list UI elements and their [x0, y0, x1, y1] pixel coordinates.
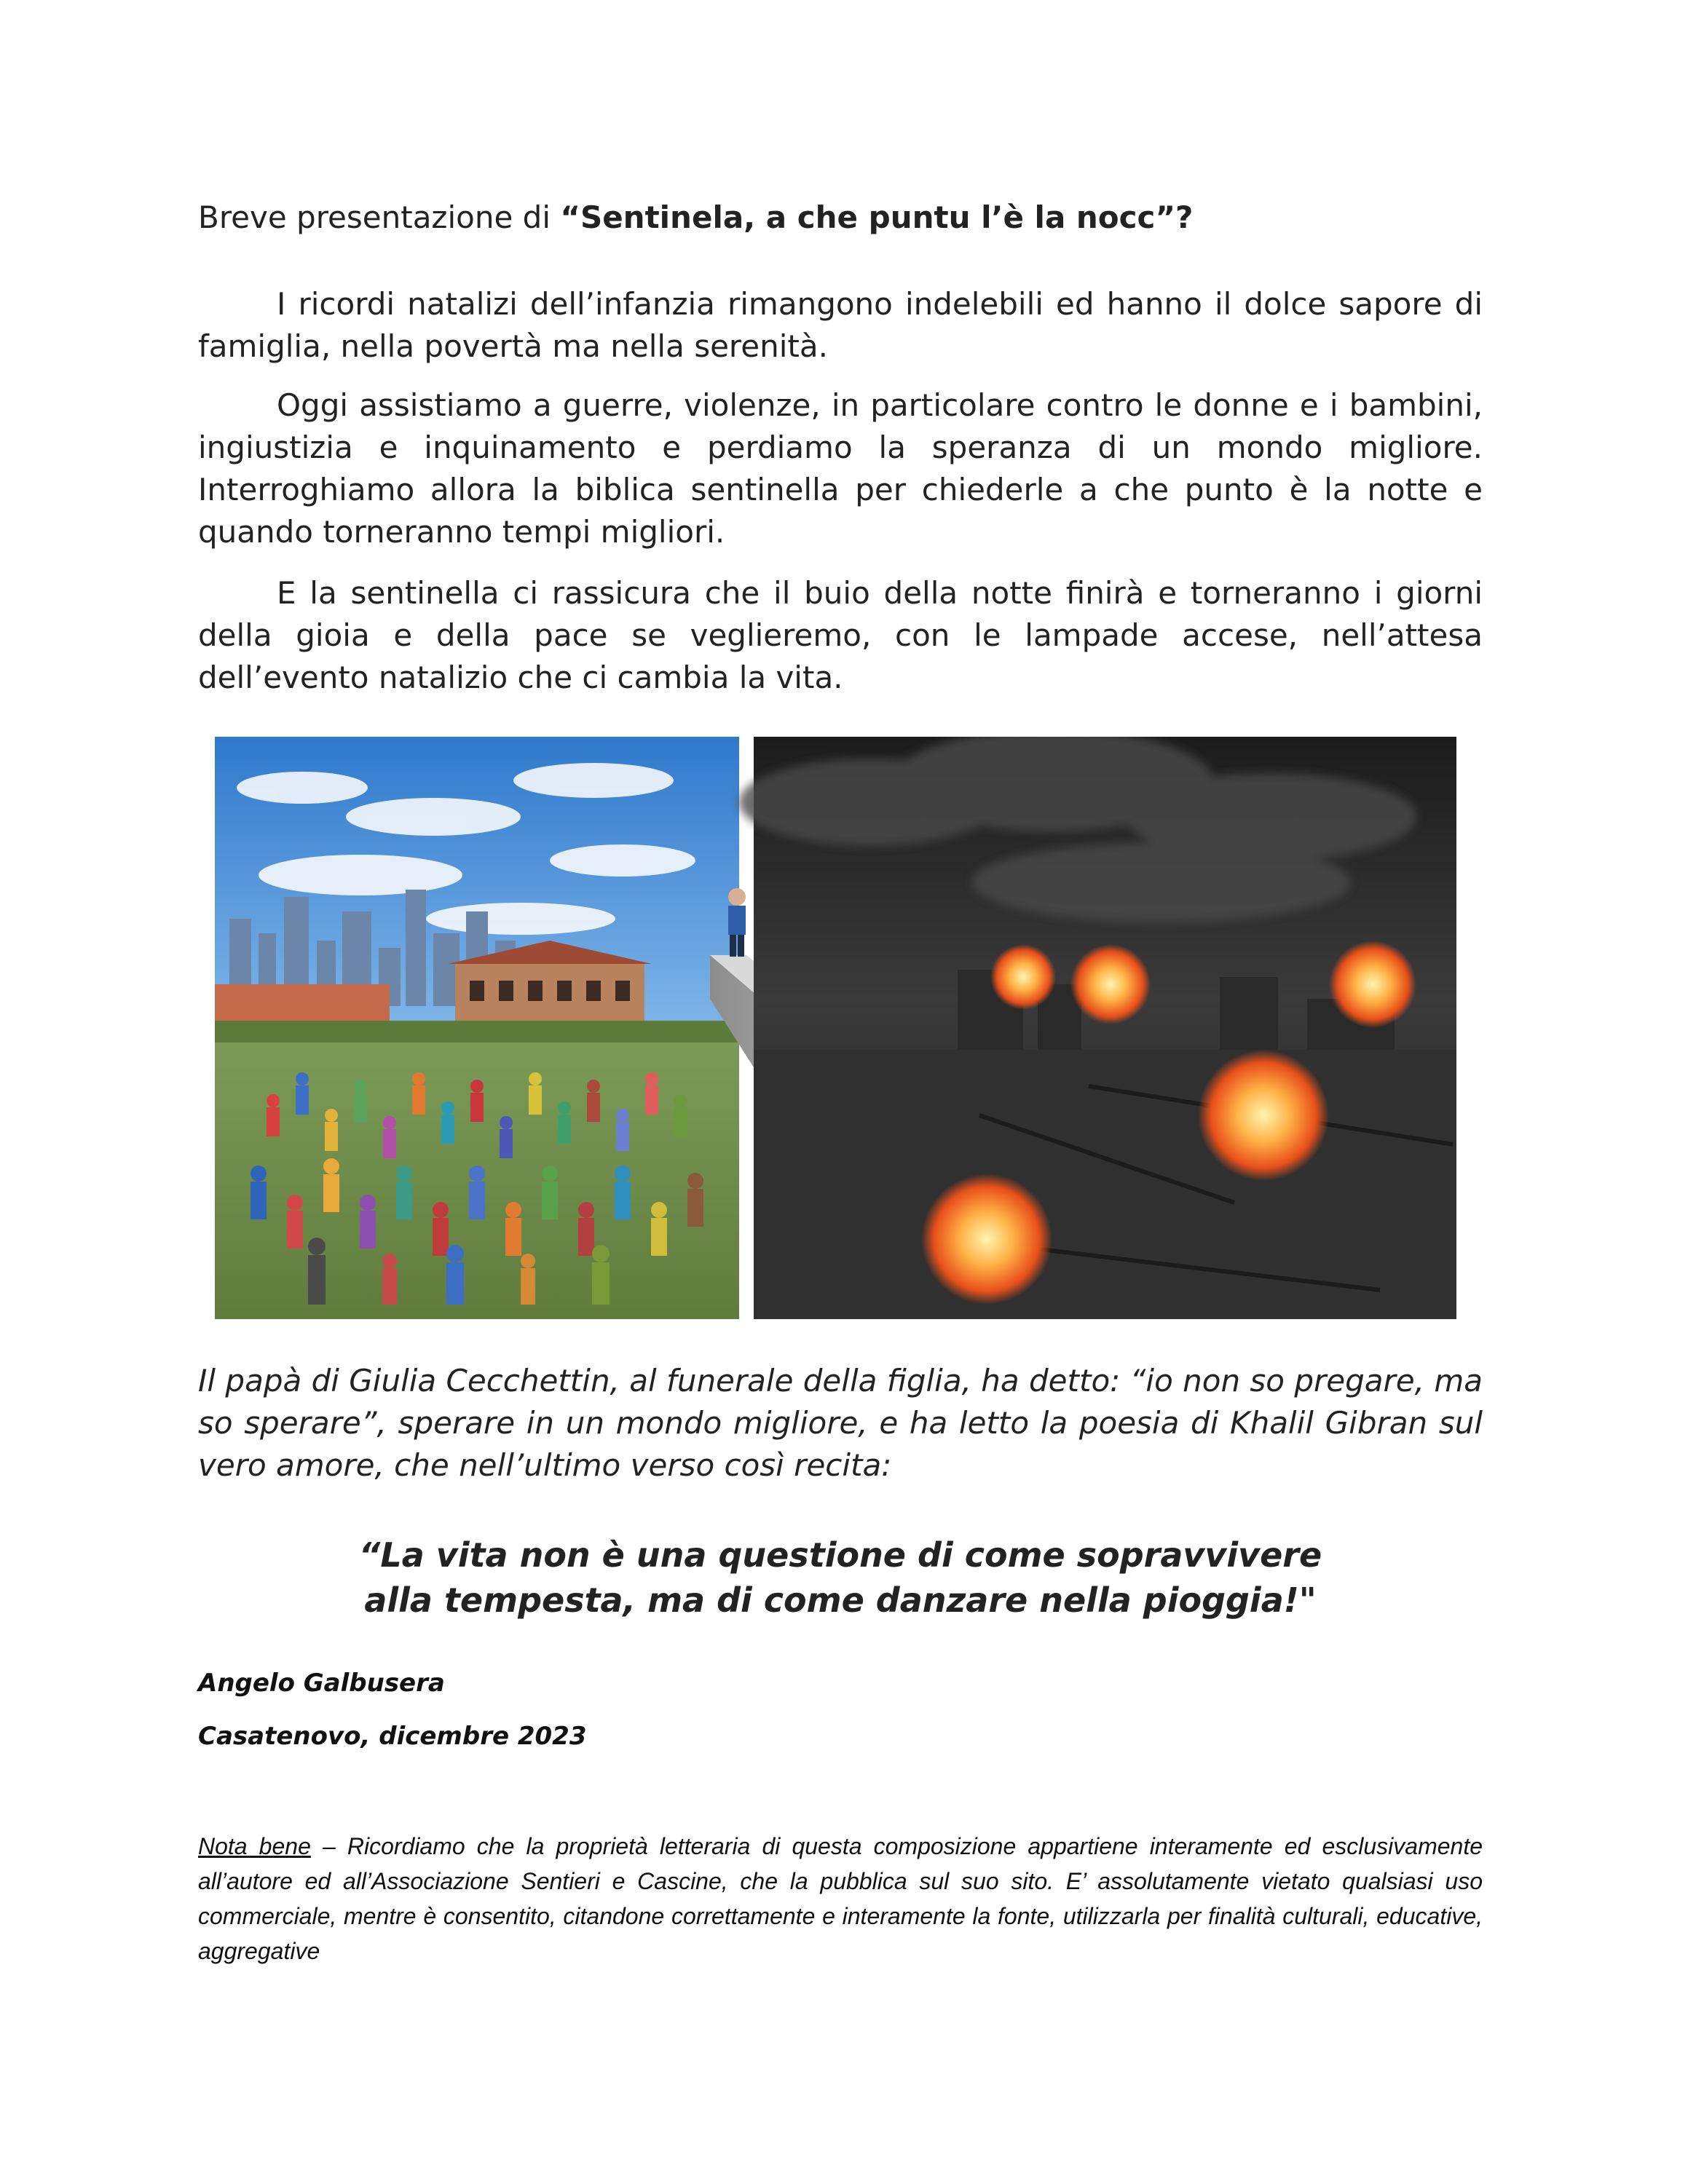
gibran-quote-line-1: “La vita non è una questione di come sopravvivere — [358, 1535, 1322, 1575]
copyright-note — [198, 1829, 1483, 1969]
paragraph-2: Oggi assistiamo a guerre, violenze, in particolare contro le donne e i bambini, ingiustizia e inquinamento e perdiamo la speranza di un mondo migliore. Interroghiamo allora la biblica sentinella per chiederle a che punto è la notte e quando torneranno tempi migliori. — [198, 387, 1483, 550]
war-scene — [739, 737, 1456, 1319]
peaceful-scene — [215, 737, 739, 1319]
gibran-quote-line-2: alla tempesta, ma di come danzare nella pioggia!" — [364, 1580, 1317, 1620]
quote-intro: Il papà di Giulia Cecchettin, al funerale della figlia, ha detto: “io non so pregare, ma so sperare”, sperare in un mondo migliore, e ha letto la poesia di Khalil Gibran sul vero amore, che nell’ultimo verso così recita: — [198, 1363, 1483, 1483]
illustration-svg — [215, 737, 1456, 1319]
document-heading — [198, 197, 1494, 239]
gibran-quote — [198, 1532, 1483, 1623]
place-date: Casatenovo, dicembre 2023 — [198, 1722, 587, 1751]
paragraph-1: I ricordi natalizi dell’infanzia rimangono indelebili ed hanno il dolce sapore di famiglia, nella povertà ma nella serenità. — [198, 286, 1483, 364]
note-label: Nota bene — [198, 1833, 311, 1859]
paragraph-3: E la sentinella ci rassicura che il buio della notte finirà e torneranno i giorni della gioia e della pace se veglieremo, con le lampade accese, nell’attesa dell’evento natalizio che ci cambia la vita. — [198, 575, 1483, 695]
note-text: – Ricordiamo che la proprietà letteraria di questa composizione appartiene interamente ed esclusivamente all’autore ed all’Associazione Sentieri e Cascine, che la pubblica sul suo sito. E’ assolutamente vietato qualsiasi uso commerciale, mentre è consentito, citandone correttamente e interamente la fonte, utilizzarla per finalità culturali, educative, aggregative — [198, 1833, 1483, 1964]
illustration-peace-vs-war — [215, 737, 1456, 1319]
heading-title: “Sentinela, a che puntu l’è la nocc”? — [560, 199, 1194, 235]
heading-prefix: Breve presentazione di — [198, 199, 561, 235]
author-name: Angelo Galbusera — [198, 1669, 445, 1698]
